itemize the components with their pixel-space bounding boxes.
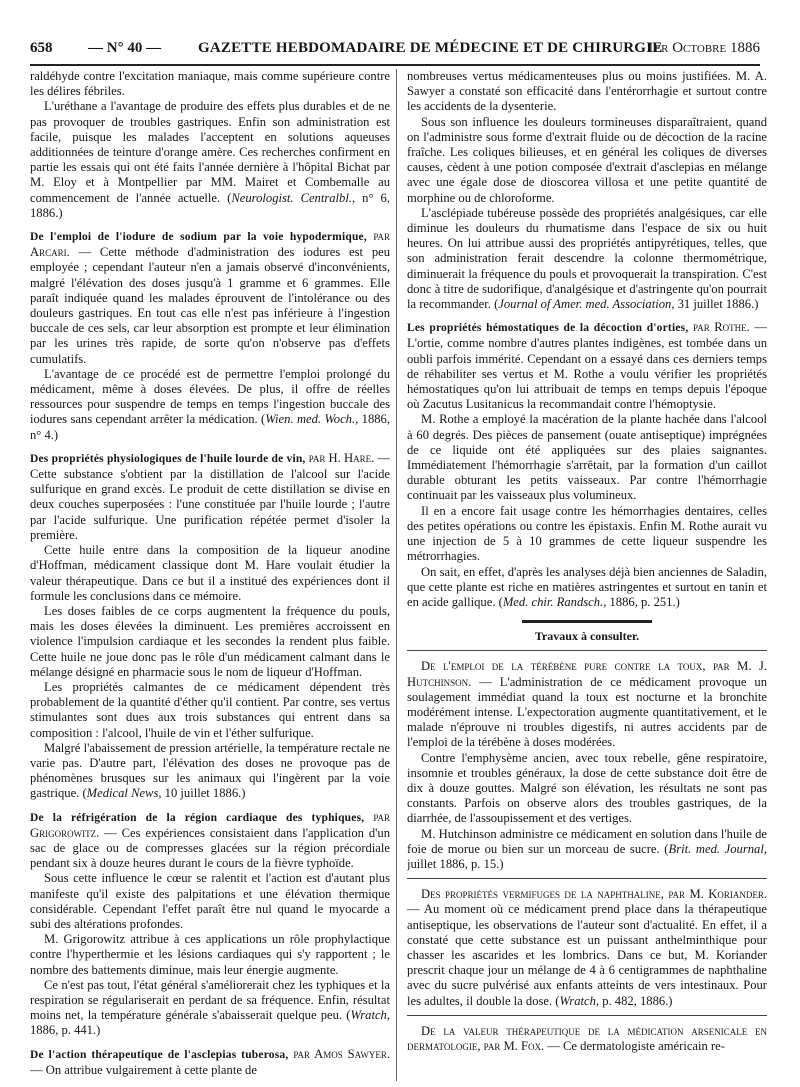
article-refrigeration: De la réfrigération de la région cardiaque des typhiques, par Grigorowitz. — Ces expériences consistaient dans l'application d'un sac de glace ou de compresses glacées sur la région précordiale pendant six à douze heures durant le cours de la fièvre typhoïde.: [30, 809, 390, 871]
article-author: par H. Hare.: [308, 450, 375, 465]
issue-date: 1er Octobre 1886: [646, 40, 760, 56]
paragraph: M. Rothe a employé la macération de la plante hachée dans l'alcool à 60 degrés. Des pièces de pansement (ouate antiseptique) imprégnées de ce liquide ont été appliquées sur des plaies saignantes. Immédiatement l'hémorrhagie s'arrêtait, par la formation d'un caillot durable obturant les petits vaisseaux. Par contre l'hémorrhagie continuait par les vaisseaux plus volumineux.: [407, 412, 767, 503]
article-author: par Grigorowitz.: [30, 809, 390, 840]
article-heading: De la réfrigération de la région cardiaque des typhiques,: [30, 811, 365, 824]
paragraph: On sait, en effet, d'après les analyses déjà bien anciennes de Saladin, que cette plante est riche en matières astringentes et surtout en tanin et en acide gallique. (Med. chir. Randsch., 1886, p. 251.): [407, 564, 767, 609]
article-author: par M. J. Hutchinson.: [407, 659, 767, 689]
paragraph: M. Hutchinson administre ce médicament en solution dans l'huile de foie de morue ou bien sur un morceau de sucre. (Brit. med. Journal, juillet 1886, p. 15.): [407, 826, 767, 871]
citation: Neurologist. Centralbl.: [231, 190, 352, 205]
article-author: par Arcari.: [30, 229, 390, 260]
issue-number: — N° 40 —: [88, 40, 162, 56]
citation: Wien. med. Woch.: [265, 412, 356, 427]
paragraph: Les doses faibles de ce corps augmentent la fréquence du pouls, mais les doses élevées la diminuent. Les premières accroissent en violence l'impulsion cardiaque et les secondes la rendent plus faible. Cette huile ne joue donc pas le rôle d'un médicament calmant dans le mélange désigné en pharmacie sous le nom de liqueur d'Hoffman.: [30, 603, 390, 679]
article-heading: De l'emploi de la térébène pure contre la toux,: [421, 659, 706, 674]
paragraph: raldéhyde contre l'excitation maniaque, mais comme supérieure contre les délires fébriles.: [30, 69, 390, 99]
paragraph: nombreuses vertus médicamenteuses plus ou moins justifiées. M. A. Sawyer a constaté son efficacité dans l'entérorrhagie et surtout contre les accidents de la dysenterie.: [407, 69, 767, 114]
running-header: [30, 40, 760, 66]
paragraph: Ce n'est pas tout, l'état général s'améliorerait chez les typhiques et la respiration se régulariserait en perdant de sa fréquence. Enfin, résultat moins net, la température générale s'abaisserait quelque peu. (Wratch, 1886, p. 441.): [30, 977, 390, 1038]
paragraph: Sous son influence les douleurs tormineuses disparaîtraient, quand on l'administre sous forme d'extrait fluide ou de décoction de la racine fraîche. Les coliques bilieuses, et en général les coliques de diverses causes, cèdent à une potion composée d'extrait d'asclepias en mélange avec une égale dose de dioscorea villosa et une petite quantité de morphine ou de chloroforme.: [407, 114, 767, 205]
article-huile-lourde: Des propriétés physiologiques de l'huile lourde de vin, par H. Hare. — Cette substance s'obtient par la distillation de l'alcool sur l'acide sulfurique en grand excès. Le produit de cette distillation se divise en deux couches superposées : l'une constituée par l'huile lourde ; l'autre par l'acide sulfurique. Une purification répétée permet d'isoler la première.: [30, 450, 390, 542]
article-heading: Les propriétés hémostatiques de la décoction d'orties,: [407, 322, 689, 335]
horizontal-rule: [407, 1015, 767, 1016]
article-orties: Les propriétés hémostatiques de la décoction d'orties, par Rothe. — L'ortie, comme nombre d'autres plantes indigènes, est tombée dans un oubli parfois immérité. Cependant on a essayé dans ces derniers temps de réhabiliter ses vertus et M. Rothe a voulu vérifier les propriétés hémostatiques qu'on lui attribuait de temps en temps depuis l'époque où Zacutus Lusitanicus la recommandait contre l'hémoptysie.: [407, 320, 767, 412]
journal-title: GAZETTE HEBDOMADAIRE DE MÉDECINE ET DE CHIRURGIE: [198, 40, 663, 56]
citation: Wratch: [559, 993, 596, 1008]
page-number: 658: [30, 40, 53, 56]
horizontal-rule: [407, 878, 767, 879]
article-arsenicale: De la valeur thérapeutique de la médication arsenicale en dermatologie, par M. Fox. — Ce dermatologiste américain re-: [407, 1023, 767, 1053]
section-title: Travaux à consulter.: [534, 629, 640, 644]
article-heading: De la valeur thérapeutique de la médication arsenicale en dermatologie,: [407, 1023, 767, 1053]
left-column: [30, 69, 390, 1081]
paragraph: Malgré l'abaissement de pression artérielle, la température rectale ne varie pas. D'autre part, l'élévation des doses ne provoque pas de phénomènes brusques sur les animaux qui l'ingèrent par la voie gastrique. (Medical News, 10 juillet 1886.): [30, 740, 390, 801]
article-terebene: De l'emploi de la térébène pure contre la toux, par M. J. Hutchinson. — L'administration de ce médicament provoque un soulagement immédiat quand la toux est nocturne et la bronchite modérément intense. L'expectoration augmente quantitativement, et le malade n'éprouve ni troubles digestifs, ni autres accidents par de l'emploi de la térébène à doses modérées.: [407, 659, 767, 750]
article-heading: Des propriétés vermifuges de la naphthaline,: [421, 887, 664, 902]
citation: Medical News: [86, 786, 159, 801]
citation: Brit. med. Journal: [668, 841, 764, 856]
article-asclepias: De l'action thérapeutique de l'asclepias tuberosa, par Amos Sawyer. — On attribue vulgairement à cette plante de: [30, 1046, 390, 1077]
paragraph: Contre l'emphysème ancien, avec toux rebelle, gêne respiratoire, insomnie et troubles généraux, la dose de cette substance doit être de dix à douze gouttes. Malgré son élévation, les résultats ne sont pas constants. Parfois on observe alors des troubles gastriques, de la diarrhée, de l'assoupissement et des vertiges.: [407, 750, 767, 826]
paragraph: L'avantage de ce procédé est de permettre l'emploi prolongé du médicament, même à doses élevées. De plus, il offre de réelles ressources pour suspendre de temps en temps l'ingestion buccale des iodures sans cependant arrêter la médication. (Wien. med. Woch., 1886, n° 4.): [30, 366, 390, 442]
section-separator: [522, 620, 652, 623]
paragraph: L'uréthane a l'avantage de produire des effets plus durables et de ne pas provoquer de troubles gastriques. Enfin son administration est facile, puisque les malades l'acceptent en solutions aqueuses additionnées de teinture d'orange amère. Ces recherches confirment en partie les essais qui ont été faits l'année dernière à l'hôpital Bichat par M. Eloy et à Montpellier par MM. Mairet et Combemalle au commencement de l'année actuelle. (Neurologist. Centralbl., n° 6, 1886.): [30, 99, 390, 220]
article-heading: Des propriétés physiologiques de l'huile lourde de vin,: [30, 452, 306, 465]
citation: Journal of Amer. med. Association: [498, 297, 672, 312]
paragraph: M. Grigorowitz attribue à ces applications un rôle prophylactique contre l'hyperthermie et les lésions cardiaques qui s'y rapportent ; le nombre des battements diminue, mais leur énergie augmente.: [30, 932, 390, 977]
article-heading: De l'emploi de l'iodure de sodium par la voie hypodermique,: [30, 231, 367, 244]
right-column: [407, 69, 767, 1081]
article-author: par Rothe.: [693, 320, 750, 335]
article-author: par M. Koriander.: [668, 887, 767, 902]
paragraph: Cette huile entre dans la composition de la liqueur anodine d'Hoffman, médicament classique dont M. Hare voulait étudier la valeur thérapeutique. Dans ce but il a institué des expériences dont il formule les conclusions dans ce mémoire.: [30, 543, 390, 603]
horizontal-rule: [407, 650, 767, 651]
paragraph: Sous cette influence le cœur se ralentit et l'action est d'autant plus manifeste qu'il existe des palpitations et une élévation thermique considérable. Cependant l'effet paraît être nul quand le myocarde a subi des altérations profondes.: [30, 871, 390, 931]
article-iodure: De l'emploi de l'iodure de sodium par la voie hypodermique, par Arcari. — Cette méthode d'administration des iodures est peu employée ; cependant l'auteur n'en a jamais observé d'inconvénients, malgré l'élévation des doses jusqu'à 1 gramme et 6 grammes. Elle paraît indiquée quand les malades éprouvent de l'intolérance ou des douleurs gastriques. En tout cas elle n'est pas inférieure à l'ingestion buccale de ces sels, car leur absorption est prompte et leur élimination par les urines très rapide, de sorte qu'on n'observe pas d'effets cumulatifs.: [30, 229, 390, 366]
paragraph: L'asclépiade tubéreuse possède des propriétés analgésiques, car elle diminue les douleurs du rhumatisme dans l'espace de six ou huit heures. On lui attribue aussi des propriétés antipyrétiques, telles, que son administration ferait descendre la colonne thermométrique, diminuerait la fréquence du pouls et provoquerait la transpiration. C'est donc à titre de sudorifique, d'analgésique et d'astringente qu'on pourrait la recommander. (Journal of Amer. med. Association, 31 juillet 1886.): [407, 205, 767, 312]
article-naphthaline: Des propriétés vermifuges de la naphthaline, par M. Koriander. — Au moment où ce médicament prend place dans la thérapeutique antiseptique, les observations de l'auteur sont d'actualité. En effet, il a constaté que cette substance est un puissant anthelminthique pour chasser les ascarides et les lombrics. Dans ce but, M. Koriander prescrit chaque jour un mélange de 4 à 6 centigrammes de naphthaline avec du sucre pulvérisé aux enfants atteints de vers intestinaux. Pour les adultes, il double la dose. (Wratch, p. 482, 1886.): [407, 887, 767, 1008]
article-author: par Amos Sawyer.: [293, 1046, 390, 1061]
column-divider: [396, 69, 397, 1081]
citation: Med. chir. Randsch.: [502, 594, 604, 609]
citation: Wratch: [350, 1008, 387, 1023]
paragraph: Les propriétés calmantes de ce médicament dépendent très probablement de la quantité d'éther qu'il contient. Par contre, ses vertus stimulantes sont dues aux trois substances qui entrent dans sa composition : l'alcool, l'huile de vin et l'éther sulfurique.: [30, 679, 390, 740]
paragraph: Il en a encore fait usage contre les hémorrhagies dentaires, celles des petites opérations ou contre les épistaxis. Enfin M. Rothe aurait vu une injection de 5 à 10 grammes de cette liqueur suspendre les métrorrhagies.: [407, 503, 767, 564]
article-heading: De l'action thérapeutique de l'asclepias tuberosa,: [30, 1048, 289, 1061]
article-author: par M. Fox.: [483, 1038, 545, 1053]
